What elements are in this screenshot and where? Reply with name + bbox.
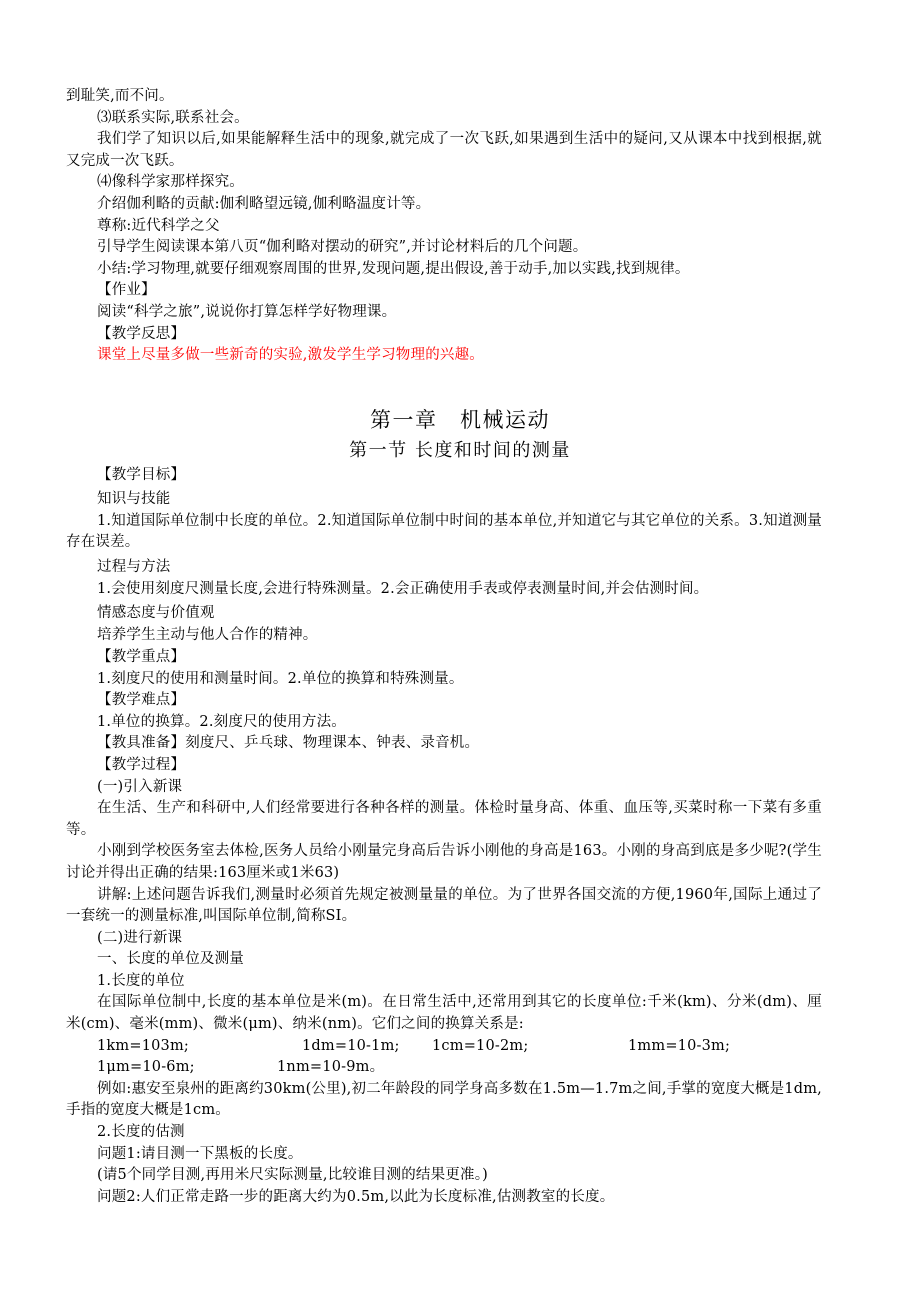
- conversion-mm: 1mm=10-3m;: [628, 1037, 731, 1054]
- part-1-heading: 一、长度的单位及测量: [97, 951, 244, 968]
- key-points-heading: 【教学重点】: [97, 648, 186, 665]
- conversion-row-1: [66, 1036, 822, 1058]
- previous-lesson-ending: [66, 86, 822, 367]
- homework-heading: 【作业】: [97, 282, 156, 299]
- objectives-section: [66, 465, 822, 1208]
- homework-text: 阅读“科学之旅”,说说你打算怎样学好物理课。: [97, 303, 397, 320]
- new-lesson-heading: (二)进行新课: [97, 929, 183, 946]
- lesson-summary: 小结:学习物理,就要仔细观察周围的世界,发现问题,提出假设,善于动手,加以实践,找到规律。: [97, 260, 690, 277]
- reflection-heading: 【教学反思】: [97, 325, 186, 342]
- intro-paragraph-3: 讲解:上述问题告诉我们,测量时必须首先规定被测量量的单位。为了世界各国交流的方便,1960年,国际上通过了一套统一的测量标准,叫国际单位制,简称SI。: [66, 886, 822, 925]
- process-heading: 【教学过程】: [97, 756, 186, 773]
- intro-heading: (一)引入新课: [97, 778, 183, 795]
- conversion-row-2: [66, 1057, 822, 1079]
- conversion-um: 1μm=10-6m;: [97, 1059, 195, 1076]
- intro-paragraph-2: 小刚到学校医务室去体检,医务人员给小刚量完身高后告诉小刚他的身高是163。小刚的身高到底是多少呢?(学生讨论并得出正确的结果:163厘米或1米63): [66, 843, 822, 881]
- question-1: 问题1:请目测一下黑板的长度。: [97, 1145, 303, 1162]
- galileo-title: 尊称:近代科学之父: [97, 217, 220, 234]
- process-text: 1.会使用刻度尺测量长度,会进行特殊测量。2.会正确使用手表或停表测量时间,并会估测时间。: [97, 580, 709, 597]
- point-3-body: 我们学了知识以后,如果能解释生活中的现象,就完成了一次飞跃,如果遇到生活中的疑问,又从课本中找到根据,就又完成一次飞跃。: [66, 131, 822, 169]
- conversion-km: 1km=103m;: [97, 1037, 190, 1054]
- conversion-dm: 1dm=10-1m;: [302, 1037, 400, 1054]
- sub-2-heading: 2.长度的估测: [97, 1124, 185, 1141]
- materials-text: 刻度尺、乒乓球、物理课本、钟表、录音机。: [185, 735, 480, 752]
- process-label: 过程与方法: [97, 558, 171, 575]
- reflection-text: 课堂上尽量多做一些新奇的实验,激发学生学习物理的兴趣。: [97, 347, 485, 364]
- knowledge-text: 1.知道国际单位制中长度的单位。2.知道国际单位制中时间的基本单位,并知道它与其它单位的关系。3.知道测量存在误差。: [66, 512, 822, 551]
- difficulties-text: 1.单位的换算。2.刻度尺的使用方法。: [97, 713, 346, 730]
- chapter-title: 第一章 机械运动: [370, 408, 550, 432]
- reading-guide: 引导学生阅读课本第八页“伽利略对摆动的研究”,并讨论材料后的几个问题。: [97, 239, 588, 256]
- key-points-text: 1.刻度尺的使用和测量时间。2.单位的换算和特殊测量。: [97, 670, 464, 687]
- materials-heading: 【教具准备】: [97, 735, 186, 752]
- difficulties-heading: 【教学难点】: [97, 692, 186, 709]
- text-line: 到耻笑,而不问。: [66, 88, 174, 104]
- galileo-intro: 介绍伽利略的贡献:伽利略望远镜,伽利略温度计等。: [97, 195, 431, 212]
- conversion-cm: 1cm=10-2m;: [432, 1037, 529, 1054]
- emotion-text: 培养学生主动与他人合作的精神。: [97, 627, 318, 644]
- sub-1-heading: 1.长度的单位: [97, 972, 185, 989]
- objectives-heading: 【教学目标】: [97, 467, 186, 483]
- intro-paragraph-1: 在生活、生产和科研中,人们经常要进行各种各样的测量。体检时量身高、体重、血压等,买菜时称一下菜有多重等。: [66, 800, 822, 838]
- question-1-note: (请5个同学目测,再用米尺实际测量,比较谁目测的结果更准。): [97, 1167, 489, 1184]
- section-title: 第一节 长度和时间的测量: [349, 440, 571, 461]
- emotion-label: 情感态度与价值观: [97, 605, 215, 622]
- materials-line: [66, 733, 822, 755]
- knowledge-label: 知识与技能: [97, 490, 171, 507]
- conversion-nm: 1nm=10-9m。: [277, 1059, 385, 1076]
- point-3-title: ⑶联系实际,联系社会。: [97, 109, 249, 126]
- units-paragraph: 在国际单位制中,长度的基本单位是米(m)。在日常生活中,还常用到其它的长度单位:千米(km)、分米(dm)、厘米(cm)、毫米(mm)、微米(μm)、纳米(nm)。它们之间的换算关系是:: [66, 994, 822, 1033]
- point-4-title: ⑷像科学家那样探究。: [97, 174, 244, 191]
- example-paragraph: 例如:惠安至泉州的距离约30km(公里),初二年龄段的同学身高多数在1.5m—1.7m之间,手掌的宽度大概是1dm,手指的宽度大概是1cm。: [66, 1080, 822, 1119]
- question-2: 问题2:人们正常走路一步的距离大约为0.5m,以此为长度标准,估测教室的长度。: [97, 1188, 615, 1205]
